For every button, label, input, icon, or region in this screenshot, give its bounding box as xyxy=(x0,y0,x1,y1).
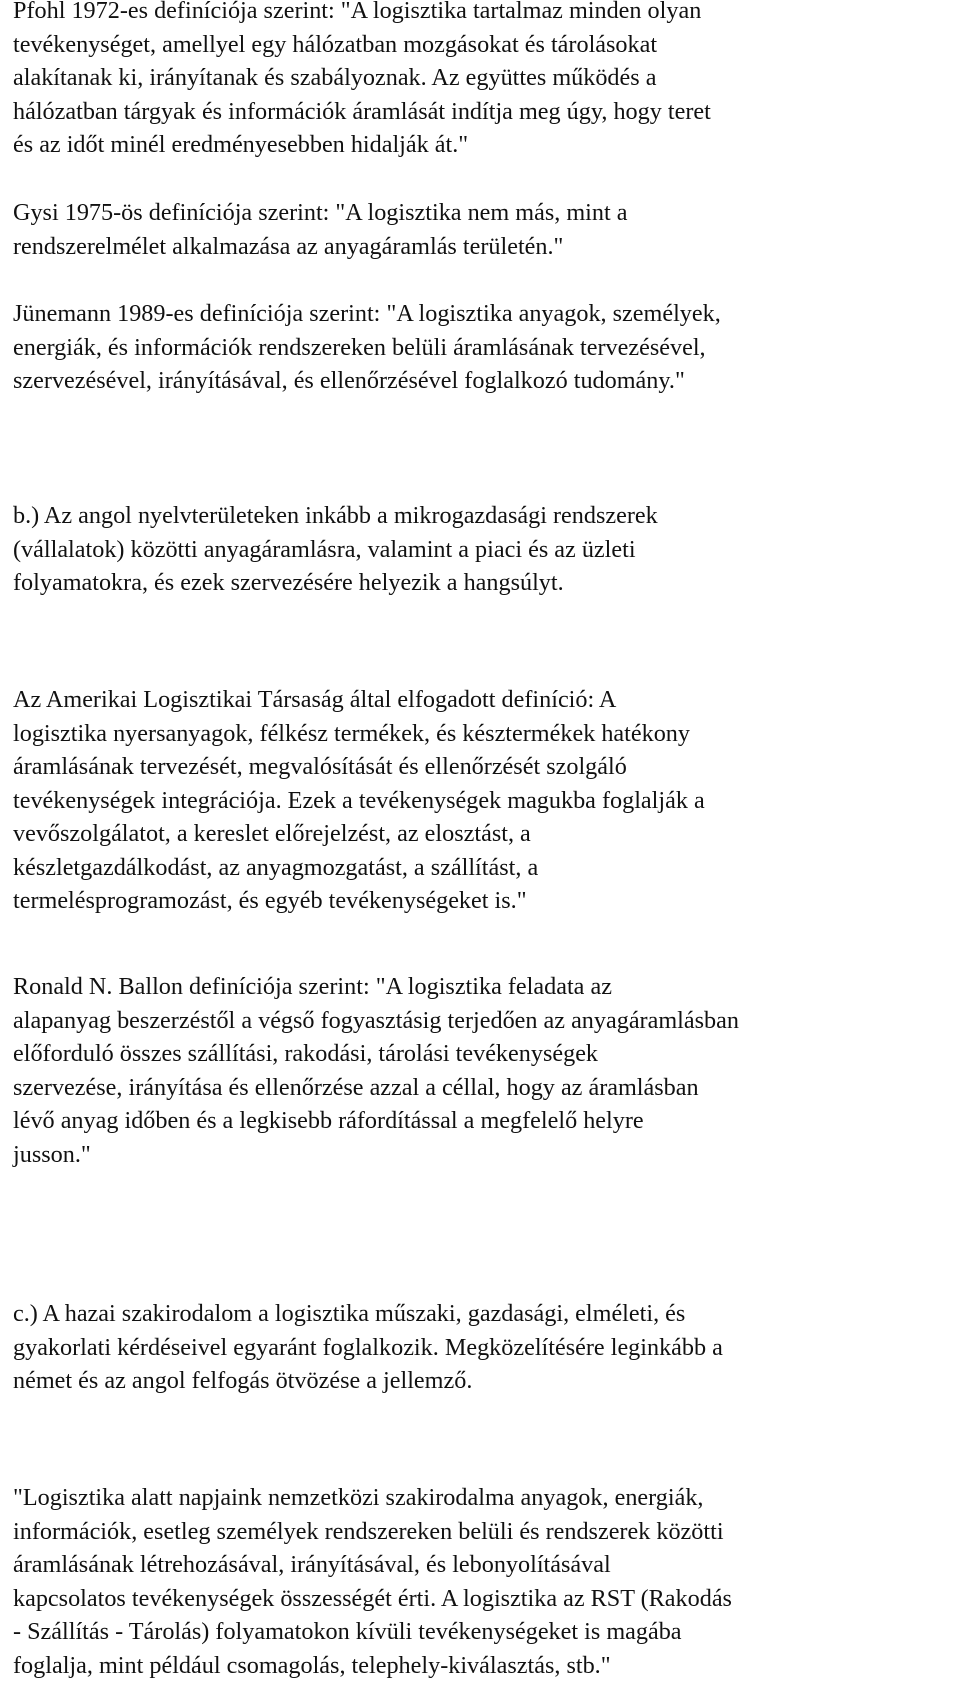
text-line: Pfohl 1972-es definíciója szerint: "A logisztika tartalmaz minden olyan xyxy=(13,0,702,24)
text-line: szervezésével, irányításával, és ellenőrzésével foglalkozó tudomány." xyxy=(13,367,685,394)
paragraph-hungarian-literature xyxy=(13,1297,723,1398)
text-line: (vállalatok) közötti anyagáramlásra, valamint a piaci és az üzleti xyxy=(13,535,636,563)
text-line: b.) Az angol nyelvterületeken inkább a mikrogazdasági rendszerek xyxy=(13,502,658,529)
text-line: energiák, és információk rendszereken belüli áramlásának tervezésével, xyxy=(13,333,706,361)
text-line: "Logisztika alatt napjaink nemzetközi szakirodalma anyagok, energiák, xyxy=(13,1484,704,1511)
text-line: gyakorlati kérdéseivel egyaránt foglalkozik. Megközelítésére leginkább a xyxy=(13,1333,723,1361)
paragraph-pfohl-definition xyxy=(13,0,711,162)
text-line: Ronald N. Ballon definíciója szerint: "A logisztika feladata az xyxy=(13,973,612,1000)
text-line: termelésprogramozást, és egyéb tevékenységeket is." xyxy=(13,887,527,914)
paragraph-english-approach xyxy=(13,499,658,600)
text-line: hálózatban tárgyak és információk áramlását indítja meg úgy, hogy teret xyxy=(13,97,711,125)
text-line: alakítanak ki, irányítanak és szabályoznak. Az együttes működés a xyxy=(13,64,657,91)
text-line: készletgazdálkodást, az anyagmozgatást, a szállítást, a xyxy=(13,853,539,881)
text-line: foglalja, mint például csomagolás, telephely-kiválasztás, stb." xyxy=(13,1651,611,1679)
text-line: - Szállítás - Tárolás) folyamatokon kívüli tevékenységeket is magába xyxy=(13,1618,682,1645)
text-line: áramlásának létrehozásával, irányításával, és lebonyolításával xyxy=(13,1551,611,1578)
text-line: kapcsolatos tevékenységek összességét érti. A logisztika az RST (Rakodás xyxy=(13,1584,732,1612)
text-line: Az Amerikai Logisztikai Társaság által elfogadott definíció: A xyxy=(13,686,617,713)
text-line: és az időt minél eredményesebben hidalják át." xyxy=(13,131,469,158)
text-line: Jünemann 1989-es definíciója szerint: "A logisztika anyagok, személyek, xyxy=(13,300,721,327)
text-line: folyamatokra, és ezek szervezésére helyezik a hangsúlyt. xyxy=(13,569,564,596)
text-line: jusson." xyxy=(13,1140,91,1168)
text-line: rendszerelmélet alkalmazása az anyagáramlás területén." xyxy=(13,232,564,260)
text-line: alapanyag beszerzéstől a végső fogyasztásig terjedően az anyagáramlásban xyxy=(13,1006,739,1034)
text-line: előforduló összes szállítási, rakodási, tárolási tevékenységek xyxy=(13,1040,599,1067)
text-line: német és az angol felfogás ötvözése a jellemző. xyxy=(13,1367,473,1394)
text-line: lévő anyag időben és a legkisebb ráfordítással a megfelelő helyre xyxy=(13,1107,644,1134)
text-line: tevékenységet, amellyel egy hálózatban mozgásokat és tárolásokat xyxy=(13,30,658,58)
text-line: Gysi 1975-ös definíciója szerint: "A logisztika nem más, mint a xyxy=(13,199,628,226)
text-line: c.) A hazai szakirodalom a logisztika műszaki, gazdasági, elméleti, és xyxy=(13,1300,686,1327)
paragraph-junemann-definition xyxy=(13,297,721,398)
paragraph-international-definition xyxy=(13,1481,732,1682)
text-line: vevőszolgálatot, a kereslet előrejelzést, az elosztást, a xyxy=(13,820,531,847)
text-line: szervezése, irányítása és ellenőrzése azzal a céllal, hogy az áramlásban xyxy=(13,1073,699,1101)
text-line: tevékenységek integrációja. Ezek a tevékenységek magukba foglalják a xyxy=(13,786,705,814)
text-line: logisztika nyersanyagok, félkész termékek, és késztermékek hatékony xyxy=(13,719,690,747)
paragraph-gysi-definition xyxy=(13,196,627,263)
paragraph-ballon-definition xyxy=(13,970,739,1171)
paragraph-american-society-definition xyxy=(13,683,705,918)
text-line: áramlásának tervezését, megvalósítását és ellenőrzését szolgáló xyxy=(13,753,627,780)
text-line: információk, esetleg személyek rendszereken belüli és rendszerek közötti xyxy=(13,1517,724,1545)
